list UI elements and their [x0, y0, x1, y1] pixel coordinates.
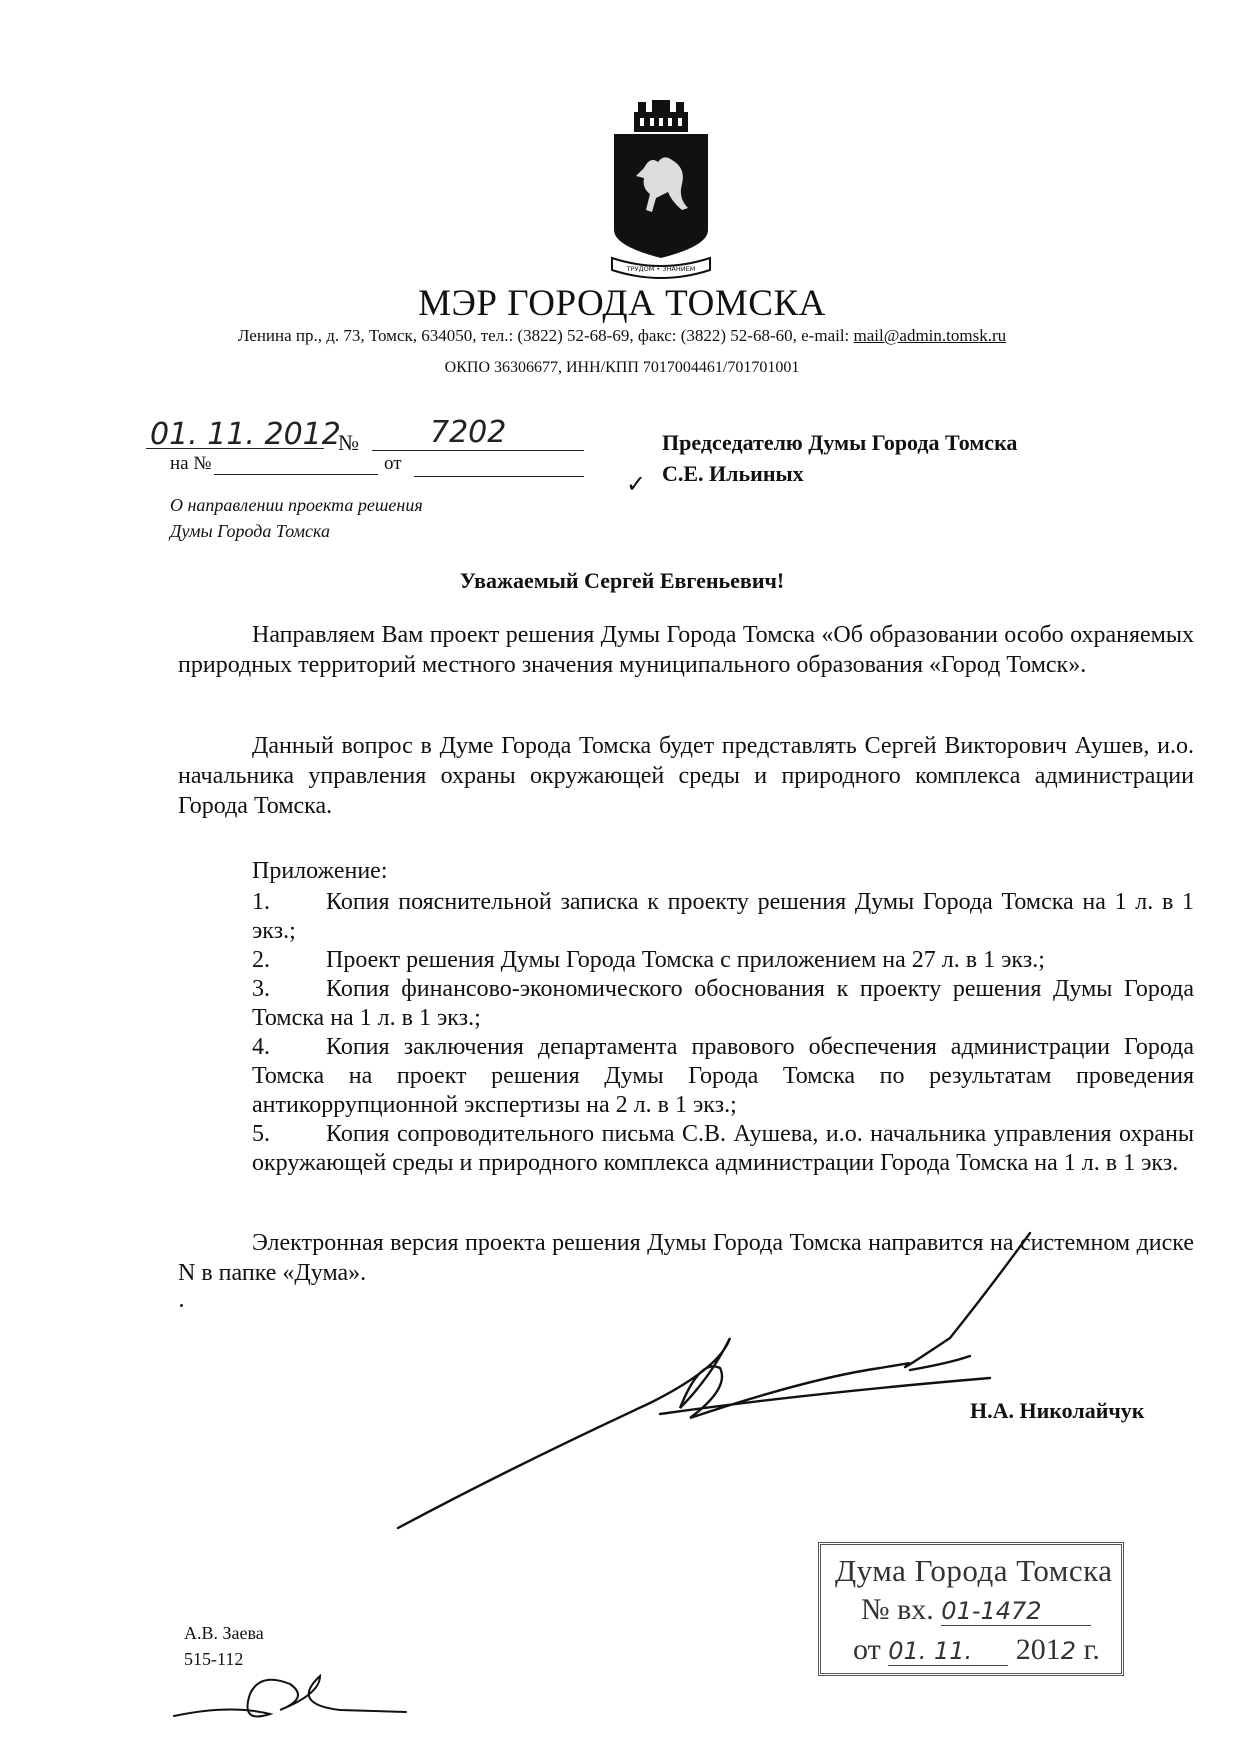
recipient-line-2: С.Е. Ильиных	[662, 461, 804, 486]
attachment-number: 3.	[252, 976, 270, 1002]
emblem-motto: ТРУДОМ • ЗНАНИЕМ	[626, 265, 696, 273]
address-text: Ленина пр., д. 73, Томск, 634050, тел.: (3822) 52-68-69, факс: (3822) 52-68-60, e-mail:	[237, 326, 854, 345]
attachment-number: 2.	[252, 947, 270, 973]
attachment-text: Копия финансово-экономического обоснования к проекту решения Думы Города Томска на 1 л. в 1 экз.;	[252, 976, 1194, 1031]
reply-to-number-line	[214, 474, 378, 475]
attachments-title: Приложение:	[252, 858, 388, 884]
attachments-list	[252, 888, 1194, 1178]
greeting: Уважаемый Сергей Евгеньевич!	[459, 568, 785, 593]
executor-phone: 515-112	[184, 1649, 244, 1669]
stamp-date-handwritten: 01. 11.	[888, 1637, 1008, 1666]
subject-line-2: Думы Города Томска	[170, 521, 330, 541]
date-line	[146, 448, 324, 449]
letterhead-address	[0, 326, 1244, 346]
email-link[interactable]: mail@admin.tomsk.ru	[853, 326, 1007, 345]
stray-dot	[180, 1304, 183, 1307]
attachment-item	[252, 888, 1194, 946]
attachment-number: 4.	[252, 1034, 270, 1060]
recipient	[662, 427, 1017, 489]
attachment-item	[252, 1033, 1194, 1120]
tomsk-coat-of-arms	[606, 98, 716, 282]
stamp-number-handwritten: 01-1472	[941, 1597, 1091, 1626]
crown-icon	[634, 100, 688, 132]
checkmark-icon: ✓	[626, 472, 647, 498]
attachment-text: Копия сопроводительного письма С.В. Аушева, и.о. начальника управления охраны окружающей среды и природного комплекса администрации Города Томска на 1 л. в 1 экз.	[252, 1121, 1194, 1176]
subject	[170, 492, 423, 544]
handwritten-signature	[390, 1228, 1180, 1548]
reply-to-number-label: на №	[170, 453, 212, 474]
reply-to-date-line	[414, 476, 584, 477]
subject-line-1: О направлении проекта решения	[170, 495, 423, 515]
attachment-text: Проект решения Думы Города Томска с приложением на 27 л. в 1 экз.;	[326, 947, 1045, 973]
incoming-registration-stamp	[818, 1542, 1124, 1676]
okpo-inn: ОКПО 36306677, ИНН/КПП 7017004461/701701001	[444, 359, 800, 376]
attachment-text: Копия пояснительной записка к проекту решения Думы Города Томска на 1 л. в 1 экз.;	[252, 889, 1194, 944]
letterhead-title: МЭР ГОРОДА ТОМСКА	[418, 283, 826, 324]
paragraph-3: Электронная версия проекта решения Думы Города Томска направится на системном диске N в папке «Дума».	[178, 1230, 1194, 1286]
stamp-number-row	[861, 1593, 1091, 1627]
executor-name: А.В. Заева	[184, 1623, 264, 1643]
outgoing-number-handwritten: 7202	[430, 415, 507, 450]
number-line	[372, 450, 584, 451]
signer-name: Н.А. Николайчук	[970, 1398, 1145, 1423]
number-label: №	[338, 430, 359, 455]
attachment-number: 5.	[252, 1121, 270, 1147]
stamp-year-suffix: г.	[1083, 1633, 1100, 1666]
stamp-number-label: № вх.	[861, 1593, 934, 1626]
shield-icon	[614, 134, 708, 258]
stamp-org: Дума Города Томска	[835, 1553, 1113, 1588]
reply-to-date-label: от	[384, 453, 402, 474]
stamp-date-label: от	[853, 1633, 881, 1666]
recipient-line-1: Председателю Думы Города Томска	[662, 430, 1018, 455]
attachment-text: Копия заключения департамента правового обеспечения администрации Города Томска на проект решения Думы Города Томска по результатам проведения антикоррупционной экспертизы на 2 л. в 1 экз.;	[252, 1034, 1194, 1118]
paragraph-2: Данный вопрос в Думе Города Томска будет представлять Сергей Викторович Аушев, и.о. начальника управления охраны окружающей среды и природного комплекса администрации Города Томска.	[178, 733, 1194, 819]
outgoing-date-handwritten: 01. 11. 2012	[150, 417, 341, 452]
attachment-item	[252, 946, 1194, 975]
stamp-year-prefix: 201	[1015, 1633, 1061, 1666]
attachment-item	[252, 1120, 1194, 1178]
executor-signature	[170, 1664, 410, 1734]
attachment-item	[252, 975, 1194, 1033]
stamp-year-handwritten: 2	[1060, 1637, 1076, 1665]
attachment-number: 1.	[252, 889, 270, 915]
stamp-date-row	[853, 1633, 1100, 1667]
paragraph-1: Направляем Вам проект решения Думы Города Томска «Об образовании особо охраняемых природных территорий местного значения муниципального образования «Город Томск».	[178, 622, 1194, 678]
